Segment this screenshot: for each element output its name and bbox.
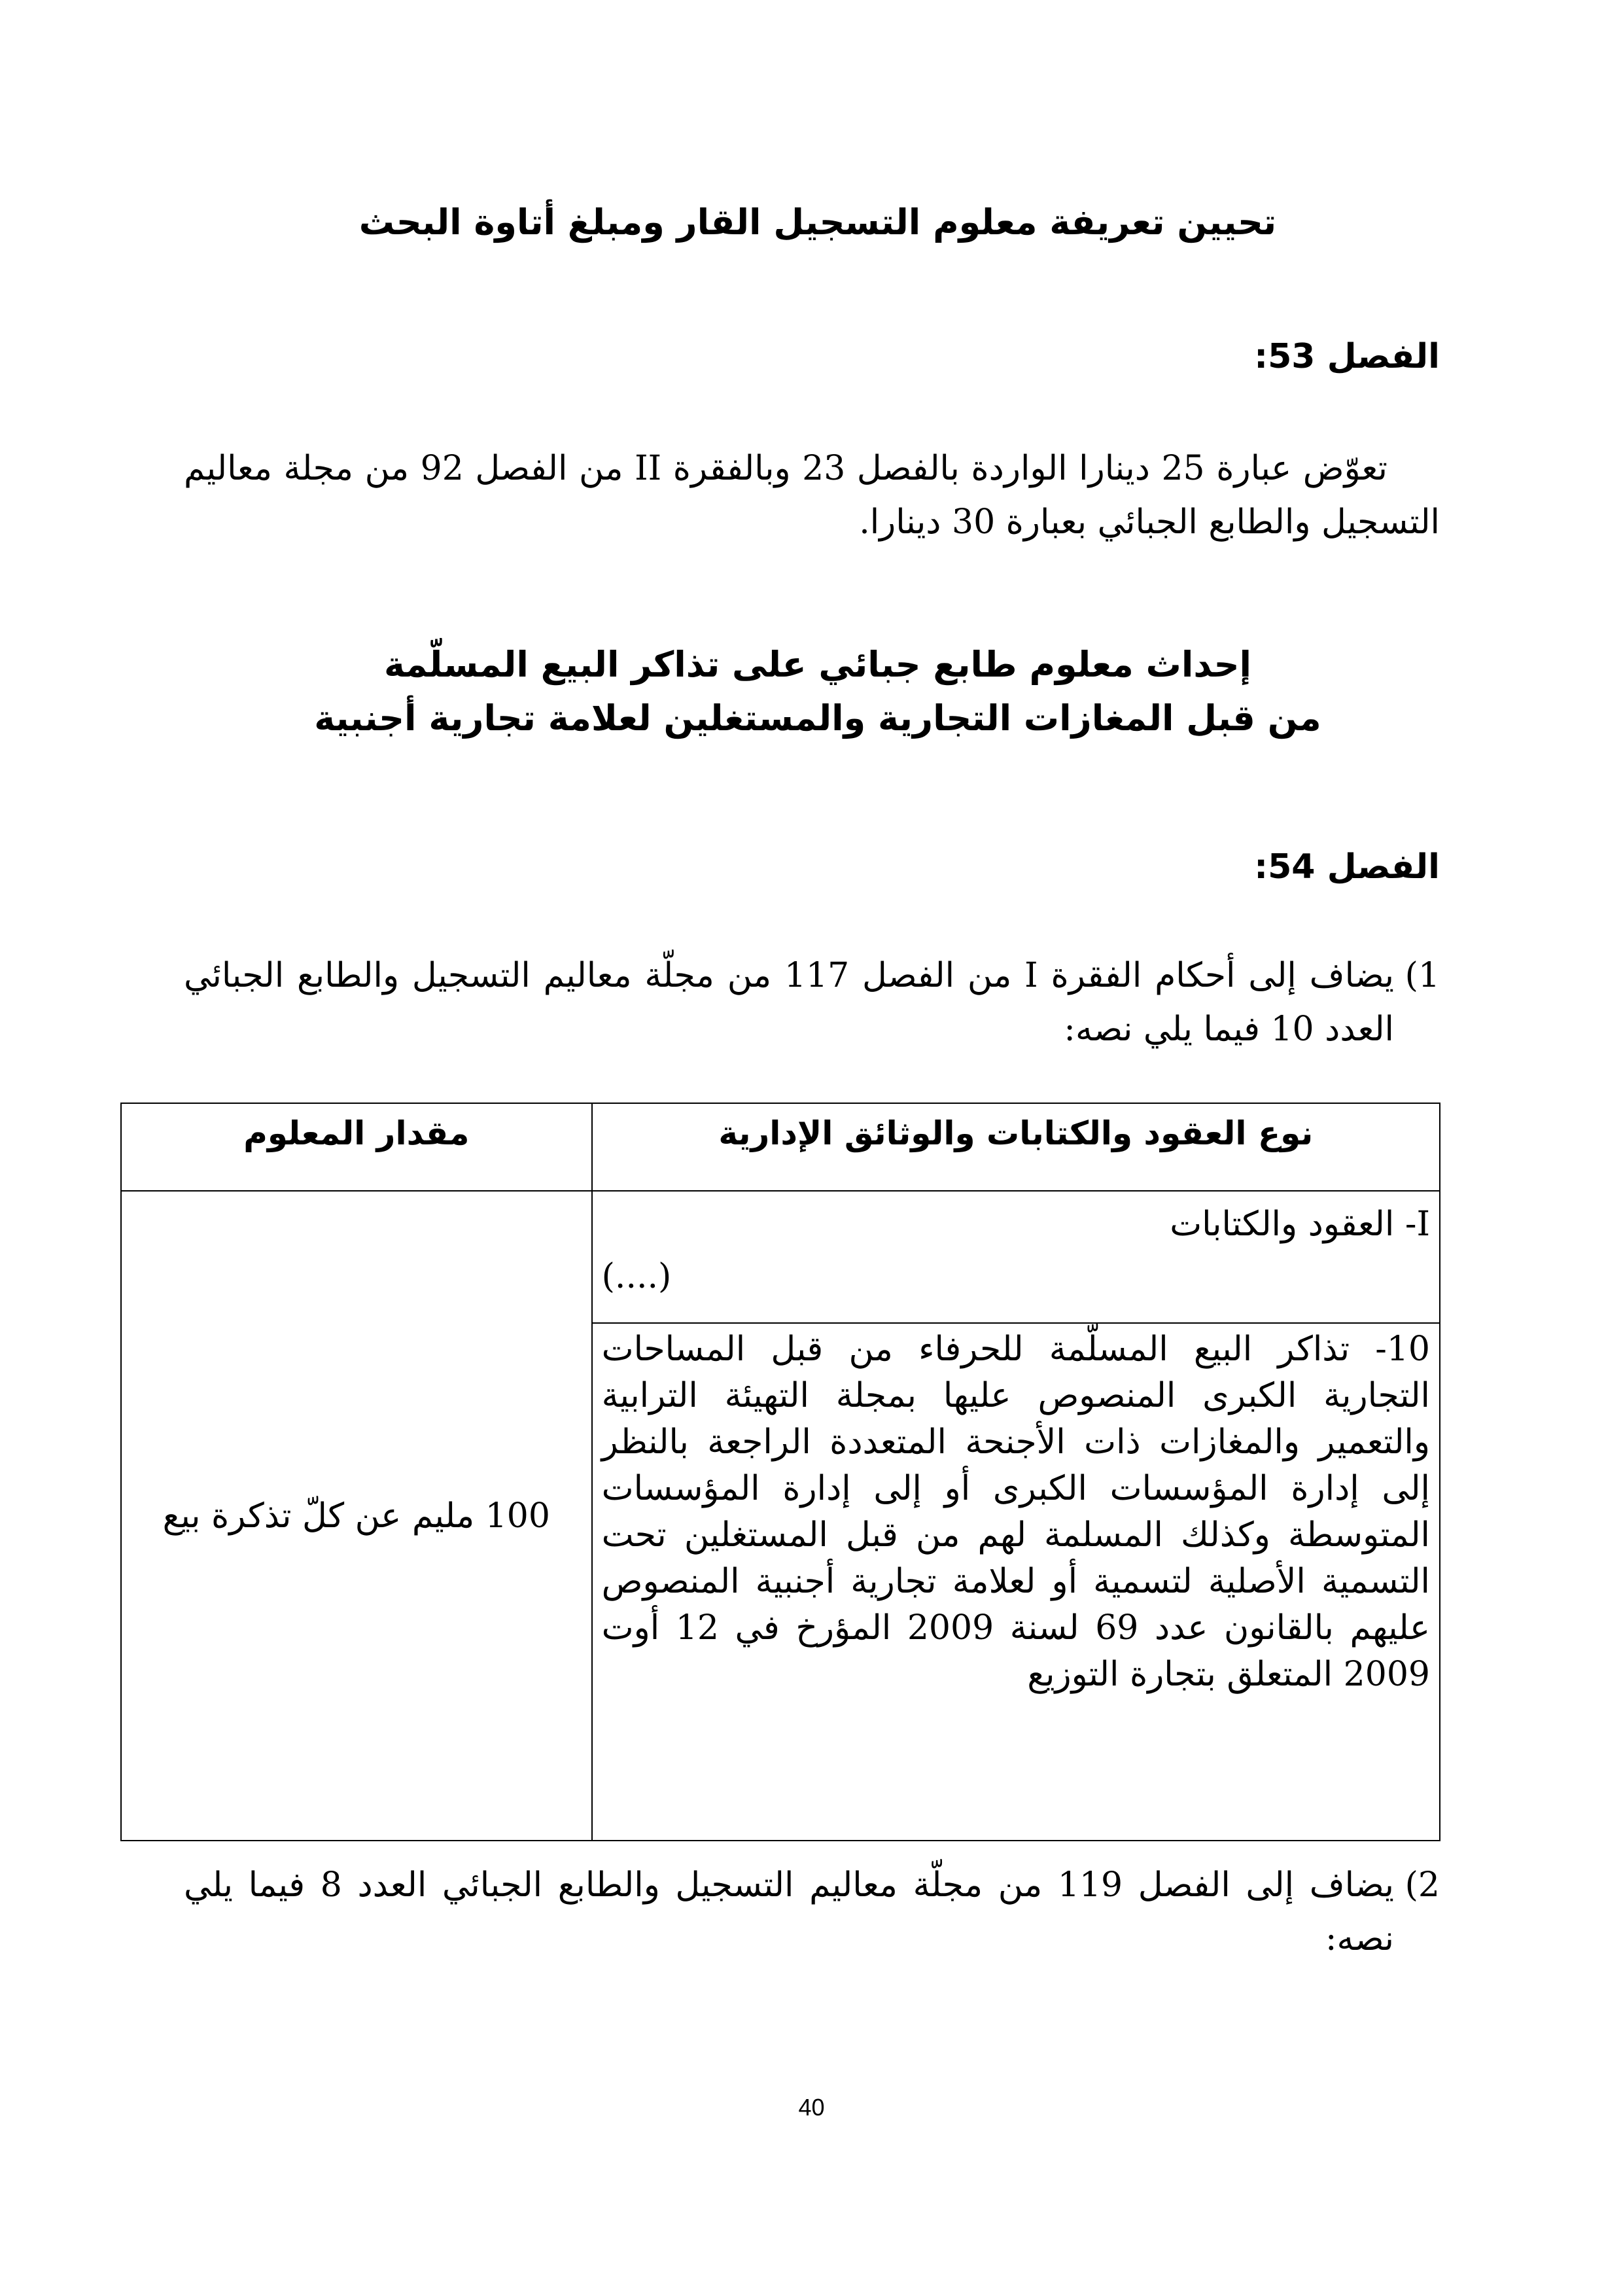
list-item-1-number: 1) xyxy=(1405,956,1440,995)
section-title-line-2: من قبل المغازات التجارية والمستغلين لعلامة تجارية أجنبية xyxy=(314,698,1321,739)
list-item-1 xyxy=(184,949,1440,1056)
chapter-53-heading: الفصل 53: xyxy=(1254,337,1440,376)
section-title-line-1: إحداث معلوم طابع جبائي على تذاكر البيع المسلّمة xyxy=(383,644,1252,685)
page-number: 40 xyxy=(798,2094,825,2121)
list-item-1-text: يضاف إلى أحكام الفقرة I من الفصل 117 من مجلّة معاليم التسجيل والطابع الجبائي العدد 10 فيما يلي نصه: xyxy=(184,956,1394,1049)
chapter-54-heading: الفصل 54: xyxy=(1254,847,1440,887)
list-item-2 xyxy=(184,1858,1440,1966)
section-label: I- العقود والكتابات xyxy=(1170,1205,1430,1244)
table-cell-item-10: 10- تذاكر البيع المسلّمة للحرفاء من قبل المساحات التجارية الكبرى المنصوص عليها بمجلة التهيئة الترابية والتعمير والمغازات ذات الأجنحة المتعددة الراجعة بالنظر إلى إدارة المؤسسات الكبرى أو إلى إدارة المؤسسات المتوسطة وكذلك المسلمة لهم من قبل المستغلين تحت التسمية الأصلية لتسمية أو لعلامة تجارية أجنبية المنصوص عليهم بالقانون عدد 69 لسنة 2009 المؤرخ في 12 أوت 2009 المتعلق بتجارة التوزيع xyxy=(592,1323,1440,1841)
section-title xyxy=(196,638,1439,745)
table-header-row xyxy=(121,1103,1440,1191)
ellipsis: (....) xyxy=(601,1257,672,1296)
fees-table xyxy=(120,1103,1440,1841)
page-title: تحيين تعريفة معلوم التسجيل القار ومبلغ أتاوة البحث xyxy=(358,202,1277,243)
list-item-2-number: 2) xyxy=(1405,1865,1440,1905)
table-cell-section xyxy=(592,1191,1440,1323)
table-row xyxy=(121,1191,1440,1323)
header-fee-amount: مقدار المعلوم xyxy=(121,1103,592,1191)
header-document-type: نوع العقود والكتابات والوثائق الإدارية xyxy=(592,1103,1440,1191)
table-cell-amount: 100 مليم عن كلّ تذكرة بيع xyxy=(121,1191,592,1841)
list-item-2-text: يضاف إلى الفصل 119 من مجلّة معاليم التسجيل والطابع الجبائي العدد 8 فيما يلي نصه: xyxy=(184,1865,1395,1958)
chapter-53-text: تعوّض عبارة 25 دينارا الواردة بالفصل 23 وبالفقرة II من الفصل 92 من مجلة معاليم التسجيل والطابع الجبائي بعبارة 30 دينارا. xyxy=(184,449,1440,542)
